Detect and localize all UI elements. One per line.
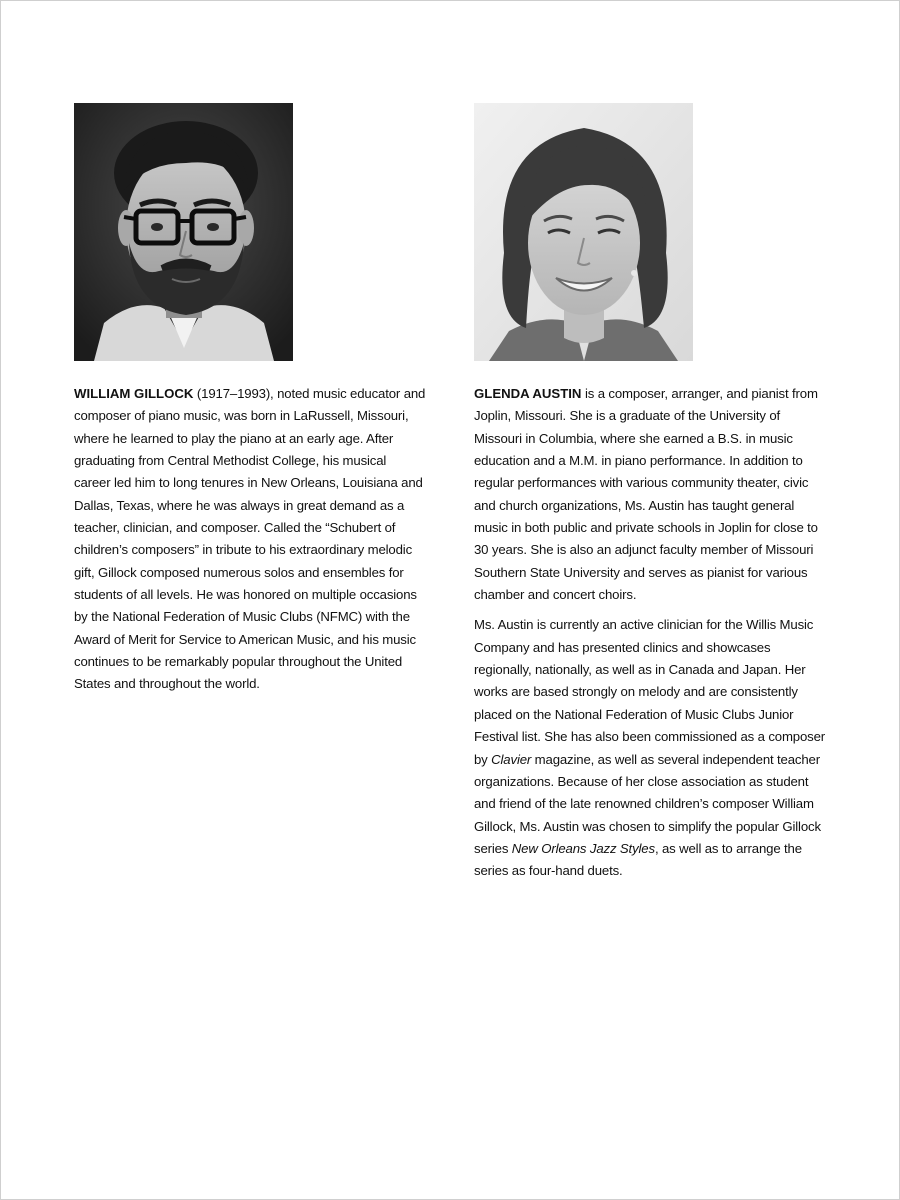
austin-column (474, 103, 830, 891)
gillock-bio-text: (1917–1993), noted music educator and composer of piano music, was born in LaRussell, Missouri, where he learned to play the piano at an early age. After graduating from Central Methodist College, his musical career led him to long tenures in New Orleans, Louisiana and Dallas, Texas, where he was always in great demand as a teacher, clinician, and composer. Called the “Schubert of children’s composers” in tribute to his extraordinary melodic gift, Gillock composed numerous solos and ensembles for students of all levels. He was honored on multiple occasions by the National Federation of Music Clubs (NFMC) with the Award of Merit for Service to American Music, and his music continues to be remarkably popular throughout the United States and throughout the world. (74, 386, 426, 692)
austin-bio-paragraph-1 (474, 383, 830, 606)
gillock-biography (74, 383, 426, 696)
austin-bio-text-2a: Ms. Austin is currently an active clinician for the Willis Music Company and has presented clinics and showcases regionally, nationally, as well as in Canada and Japan. Her works are based strongly on melody and are consistently placed on the National Federation of Music Clubs Junior Festival list. She has also been commissioned as a composer by (474, 617, 826, 767)
austin-bio-paragraph-2 (474, 614, 830, 882)
austin-biography (474, 383, 830, 883)
austin-bio-text-2c: , as well as to arrange the series as four-hand duets. (474, 840, 802, 879)
austin-bio-text-1: is a composer, arranger, and pianist from Joplin, Missouri. She is a graduate of the University of Missouri in Columbia, where she earned a B.S. in music education and a M.M. in piano performance. In addition to regular performances with various community theater, civic and church organizations, Ms. Austin has taught general music in both public and private schools in Joplin for close to 30 years. She is also an adjunct faculty member of Missouri Southern State University and serves as pianist for various chamber and concert choirs. (474, 386, 818, 603)
series-title: New Orleans Jazz Styles (511, 840, 655, 856)
gillock-column (74, 103, 426, 704)
austin-bio-text-2b: magazine, as well as several independent teacher organizations. Because of her close association as student and friend of the late renowned children’s composer William Gillock, Ms. Austin was chosen to simplify the popular Gillock series (474, 751, 821, 856)
austin-name: GLENDA AUSTIN (474, 386, 582, 401)
gillock-name: WILLIAM GILLOCK (74, 386, 194, 401)
clavier-magazine-title: Clavier (491, 751, 532, 767)
gillock-bio-paragraph (74, 383, 426, 696)
gillock-portrait-photo (74, 103, 293, 361)
austin-portrait-photo (474, 103, 693, 361)
